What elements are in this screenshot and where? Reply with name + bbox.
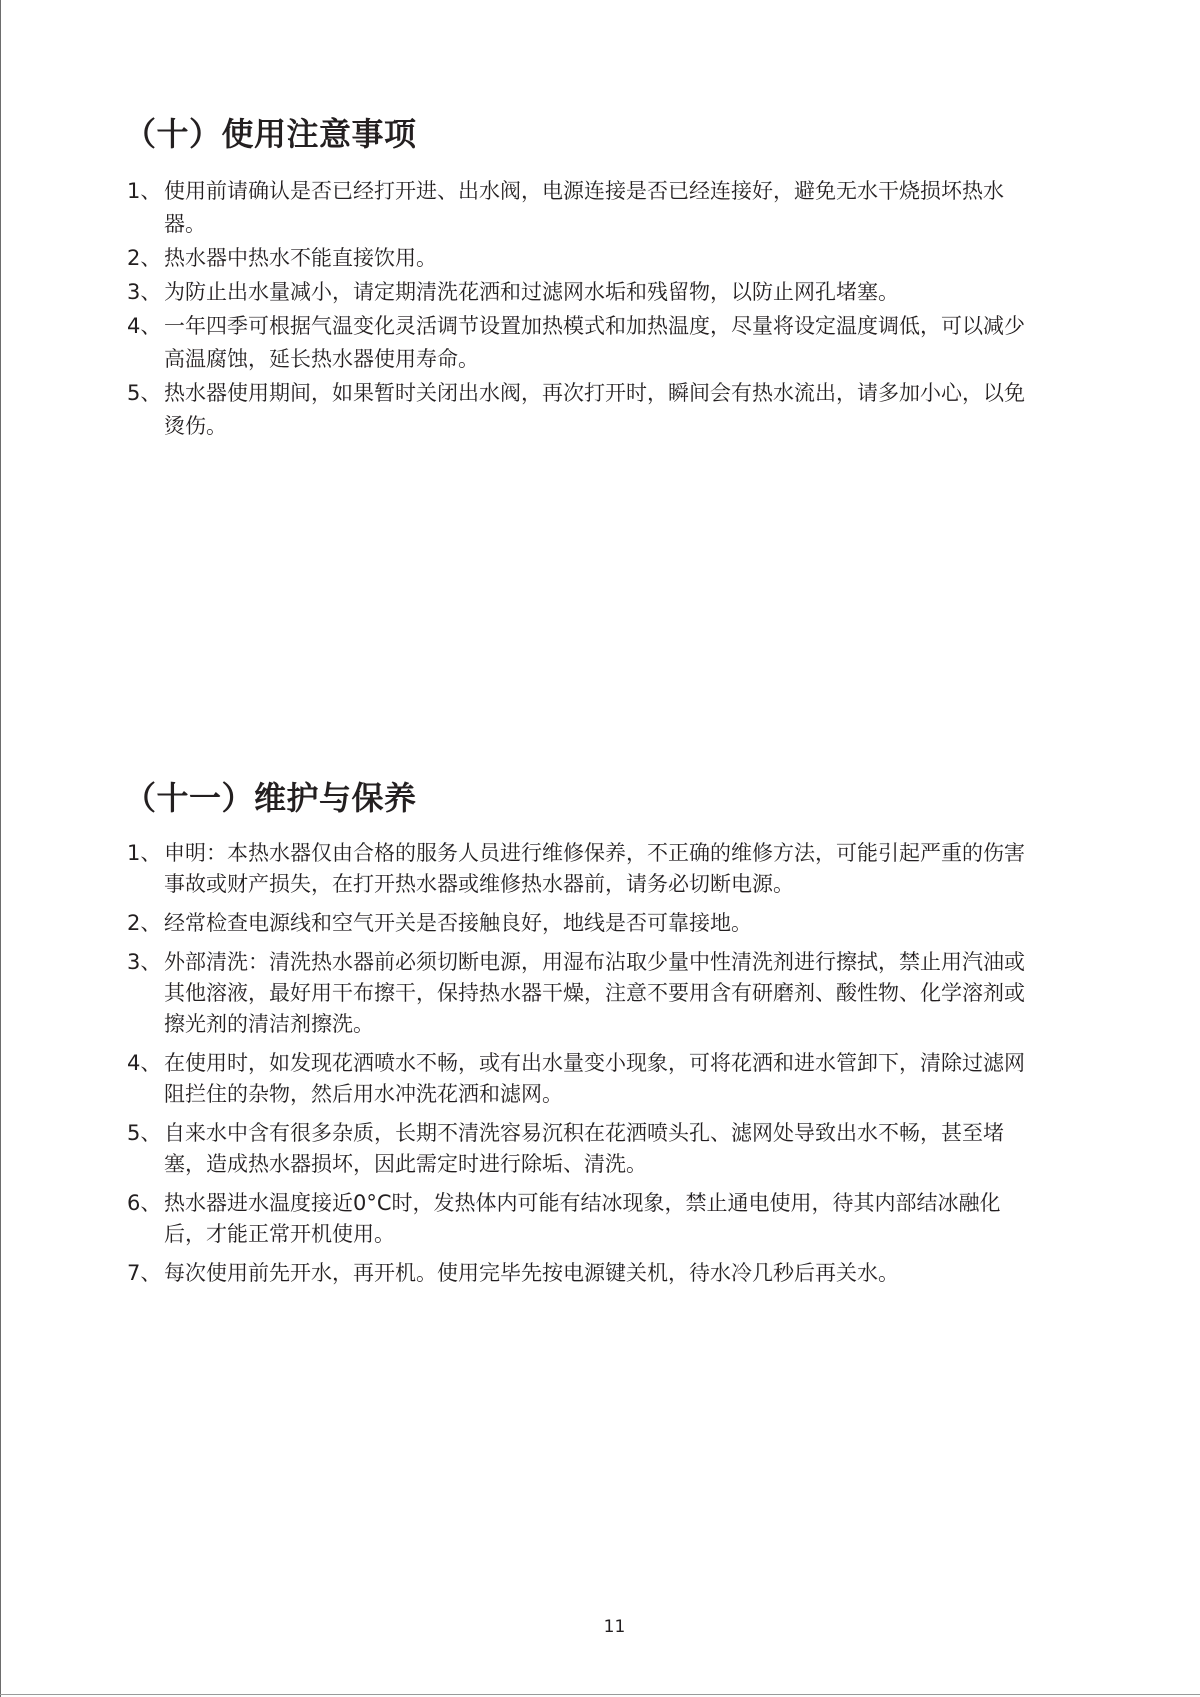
page-edge-left [0,0,1,1697]
item-text: 为防止出水量减小，请定期清洗花洒和过滤网水垢和残留物，以防止网孔堵塞。 [164,280,899,304]
item-text: 申明：本热水器仅由合格的服务人员进行维修保养，不正确的维修方法，可能引起严重的伤害事故或财产损失，在打开热水器或维修热水器前，请务必切断电源。 [164,841,1025,896]
list-item [127,242,1027,275]
item-text: 经常检查电源线和空气开关是否接触良好，地线是否可靠接地。 [164,911,752,935]
item-number: 7、 [127,1261,162,1285]
section-title: （十）使用注意事项 [124,115,417,153]
list-item [127,1258,1027,1289]
list-item [127,175,1027,241]
item-text: 热水器进水温度接近0°C时，发热体内可能有结冰现象，禁止通电使用，待其内部结冰融化后，才能正常开机使用。 [164,1191,1001,1246]
item-number: 1、 [127,179,162,203]
item-number: 6、 [127,1191,162,1215]
list-item [127,1188,1027,1250]
item-number: 5、 [127,1121,162,1145]
item-text: 热水器使用期间，如果暂时关闭出水阀，再次打开时，瞬间会有热水流出，请多加小心，以免烫伤。 [164,381,1025,438]
item-text: 每次使用前先开水，再开机。使用完毕先按电源键关机，待水冷几秒后再关水。 [164,1261,899,1285]
list-item [127,310,1027,376]
list-item [127,1048,1027,1110]
page-edge-bottom [0,1694,1200,1695]
list-item [127,377,1027,443]
page-number: 11 [603,1617,626,1637]
section-title: （十一）维护与保养 [124,779,417,817]
usage-notes-list [127,175,1027,443]
section-usage-notes [124,112,1027,444]
item-text: 热水器中热水不能直接饮用。 [164,246,437,270]
item-number: 3、 [127,950,162,974]
item-text: 在使用时，如发现花洒喷水不畅，或有出水量变小现象，可将花洒和进水管卸下，清除过滤网阻拦住的杂物，然后用水冲洗花洒和滤网。 [164,1051,1025,1106]
list-item [127,276,1027,309]
item-text: 一年四季可根据气温变化灵活调节设置加热模式和加热温度，尽量将设定温度调低，可以减少高温腐蚀，延长热水器使用寿命。 [164,314,1025,371]
item-number: 2、 [127,911,162,935]
item-number: 3、 [127,280,162,304]
item-text: 使用前请确认是否已经打开进、出水阀，电源连接是否已经连接好，避免无水干烧损坏热水器。 [164,179,1004,236]
list-item [127,838,1027,900]
item-number: 4、 [127,1051,162,1075]
section-maintenance [124,776,1027,1297]
item-number: 4、 [127,314,162,338]
item-number: 2、 [127,246,162,270]
list-item [127,1118,1027,1180]
item-text: 外部清洗：清洗热水器前必须切断电源，用湿布沾取少量中性清洗剂进行擦拭，禁止用汽油或其他溶液，最好用干布擦干，保持热水器干燥，注意不要用含有研磨剂、酸性物、化学溶剂或擦光剂的清洁剂擦洗。 [164,950,1025,1036]
maintenance-list [127,838,1027,1289]
list-item [127,908,1027,939]
item-number: 5、 [127,381,162,405]
item-number: 1、 [127,841,162,865]
item-text: 自来水中含有很多杂质，长期不清洗容易沉积在花洒喷头孔、滤网处导致出水不畅，甚至堵塞，造成热水器损坏，因此需定时进行除垢、清洗。 [164,1121,1004,1176]
list-item [127,947,1027,1040]
